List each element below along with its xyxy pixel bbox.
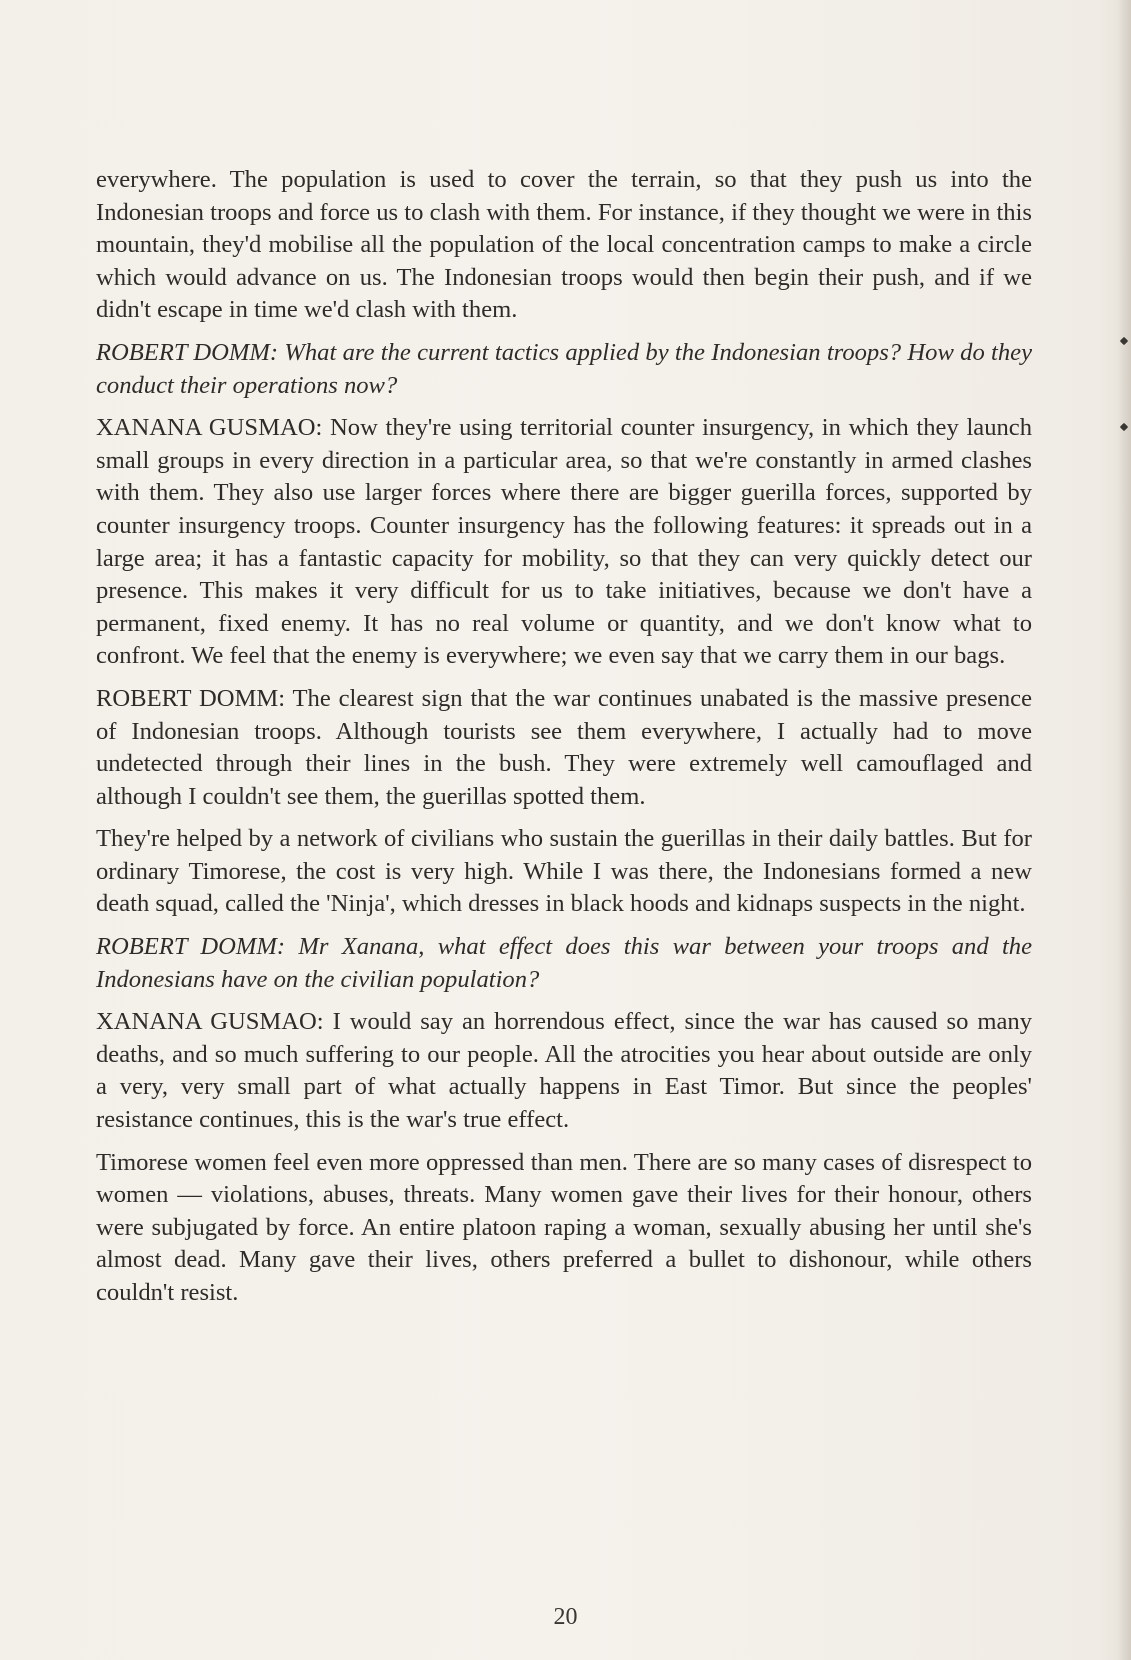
page-edge-shadow	[1117, 0, 1131, 1660]
paragraph-5: They're helped by a network of civilians who sustain the guerillas in their daily battles. But for ordinary Timorese, the cost is very high. While I was there, the Indonesians formed a new death squad, called the 'Ninja', which dresses in black hoods and kidnaps suspects in the night.	[96, 825, 1032, 918]
paragraph-1: everywhere. The population is used to cover the terrain, so that they push us into the Indonesian troops and force us to clash with them. For instance, if they thought we were in this mountain, they'd mobilise all the population of the local concentration camps to make a circle which would advance on us. The Indonesian troops would then begin their push, and if we didn't escape in time we'd clash with them.	[96, 166, 1032, 324]
paragraph-3-answer: XANANA GUSMAO: Now they're using territorial counter insurgency, in which they launch small groups in every direction in a particular area, so that we're constantly in armed clashes with them. They also use larger forces where there are bigger guerilla forces, supported by counter insurgency troops. Counter insurgency has the following features: it spreads out in a large area; it has a fantastic capacity for mobility, so that they can very quickly detect our presence. This makes it very difficult for us to take initiatives, because we don't have a permanent, fixed enemy. It has no real volume or quantity, and we don't know what to confront. We feel that the enemy is everywhere; we even say that we carry them in our bags.	[96, 414, 1032, 670]
paragraph-4: ROBERT DOMM: The clearest sign that the war continues unabated is the massive presence of Indonesian troops. Although tourists see them everywhere, I actually had to move undetected through their lines in the bush. They were extremely well camouflaged and although I couldn't see them, the guerillas spotted them.	[96, 684, 1032, 810]
page-number: 20	[553, 1604, 578, 1630]
paragraph-7-answer: XANANA GUSMAO: I would say an horrendous effect, since the war has caused so many deaths, and so much suffering to our people. All the atrocities you hear about outside are only a very, very small part of what actually happens in East Timor. But since the peoples' resistance continues, this is the war's true effect.	[96, 1008, 1032, 1134]
paragraph-8: Timorese women feel even more oppressed than men. There are so many cases of disrespect to women — violations, abuses, threats. Many women gave their lives for their honour, others were subjugated by force. An entire platoon raping a woman, sexually abusing her until she's almost dead. Many gave their lives, others preferred a bullet to dishonour, while others couldn't resist.	[96, 1148, 1032, 1306]
body-text	[96, 164, 1032, 1320]
paragraph-6-question: ROBERT DOMM: Mr Xanana, what effect does this war between your troops and the Indonesians have on the civilian population?	[96, 933, 1032, 993]
paragraph-2-question: ROBERT DOMM: What are the current tactics applied by the Indonesian troops? How do they conduct their operations now?	[96, 338, 1032, 399]
